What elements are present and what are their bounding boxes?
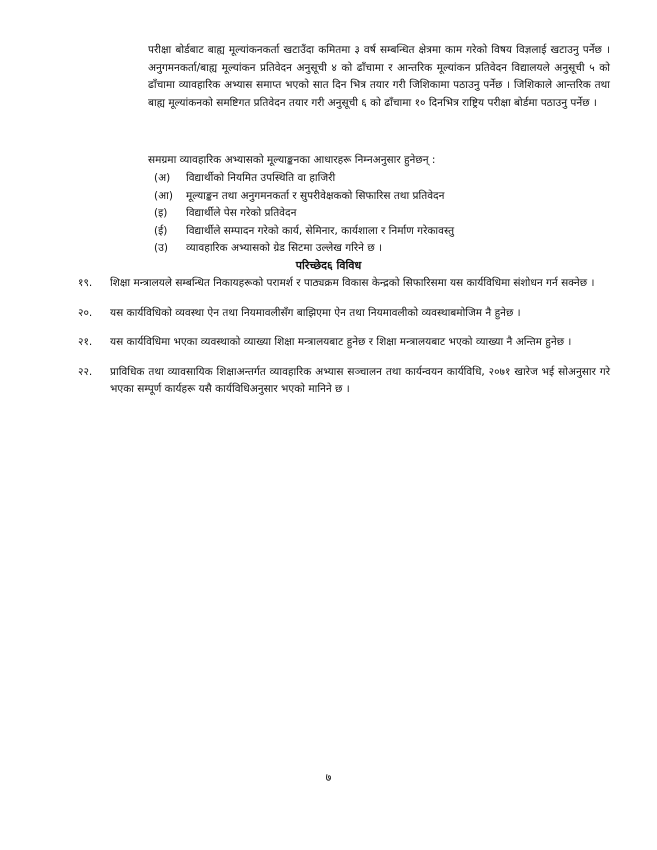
list-item-text: विद्यार्थीले पेस गरेको प्रतिवेदन (186, 207, 297, 220)
clause-20 (78, 305, 610, 323)
clause-number: २२. (78, 365, 93, 378)
evaluation-paragraph: परीक्षा बोर्डबाट बाह्य मूल्यांकनकर्ता खटाउँदा कमितमा ३ वर्ष सम्बन्धित क्षेत्रमा काम गरेको विषय विज्ञलाई खटाउनु पर्नेछ ।अनुगमनकर्ता/बाह्य मूल्यांकन प्रतिवेदन अनुसूची ४ को ढाँचामा र आन्तरिक मूल्यांकन प्रतिवेदन विद्यालयले अनुसूची ५ को ढाँचामा व्यावहारिक अभ्यास समाप्त भएको सात दिन भित्र तयार गरी जिशिकामा पठाउनु पर्नेछ । जिशिकाले आन्तरिक तथा बाह्य मूल्यांकनको समष्टिगत प्रतिवेदन तयार गरी अनुसूची ६ को ढाँचामा १० दिनभित्र राष्ट्रिय परीक्षा बोर्डमा पठाउनु पर्नेछ । (148, 44, 610, 109)
clause-number: २१. (78, 336, 93, 348)
list-item-text: मूल्याङ्कन तथा अनुगमनकर्ता र सुपरीवेक्षकको सिफारिस तथा प्रतिवेदन (186, 189, 445, 202)
clause-text: यस कार्यविधिमा भएका व्यवस्थाको व्याख्या शिक्षा मन्त्रालयबाट हुनेछ र शिक्षा मन्त्रालयबाट भएको व्याख्या नै अन्तिम हुनेछ । (110, 336, 572, 348)
clause-22 (78, 364, 610, 399)
clause-21 (78, 334, 610, 352)
list-marker: (ई) (154, 224, 168, 237)
list-item (154, 170, 610, 188)
list-item (154, 240, 610, 258)
list-item-text: विद्यार्थीले सम्पादन गरेको कार्य, सेमिनार, कार्यशाला र निर्माण गरेकावस्तु (186, 224, 455, 237)
list-marker: (आ) (154, 189, 173, 202)
evaluation-basis-intro: समग्रमा व्यावहारिक अभ्यासको मूल्याङ्कनका आधारहरू निम्नअनुसार हुनेछन् : (148, 154, 436, 166)
clause-text: यस कार्यविधिको व्यवस्था ऐन तथा नियमावलीसँग बाझिएमा ऐन तथा नियमावलीको व्यवस्थाबमोजिम नै हुनेछ । (110, 306, 521, 319)
list-item-text: विद्यार्थीको नियमित उपस्थिति वा हाजिरी (186, 172, 336, 184)
list-item (154, 223, 610, 241)
list-marker: (अ) (154, 172, 171, 184)
clause-text: प्राविधिक तथा व्यावसायिक शिक्षाअन्तर्गत व्यावहारिक अभ्यास सञ्चालन तथा कार्यन्वयन कार्यविधि, २०७१ खारेज भई सोअनुसार गरे भएका सम्पूर्ण कार्यहरू यसै कार्यविधिअनुसार भएको मानिने छ । (110, 365, 610, 395)
clause-list (78, 275, 610, 411)
list-item (154, 188, 610, 206)
page-number: ७ (325, 771, 332, 784)
clause-number: १९. (78, 277, 93, 289)
list-marker: (उ) (154, 242, 168, 255)
evaluation-basis-list (154, 170, 610, 258)
section-heading: परिच्छेद६ विविध (295, 259, 362, 272)
list-marker: (इ) (154, 207, 168, 220)
clause-19 (78, 275, 610, 293)
clause-text: शिक्षा मन्त्रालयले सम्बन्धित निकायहरूको परामर्श र पाठ्यक्रम विकास केन्द्रको सिफारिसमा यस कार्यविधिमा संशोधन गर्न सक्नेछ । (110, 277, 595, 289)
list-item (154, 205, 610, 223)
list-item-text: व्यावहारिक अभ्यासको ग्रेड सिटमा उल्लेख गरिने छ । (186, 242, 382, 255)
clause-number: २०. (78, 306, 93, 319)
